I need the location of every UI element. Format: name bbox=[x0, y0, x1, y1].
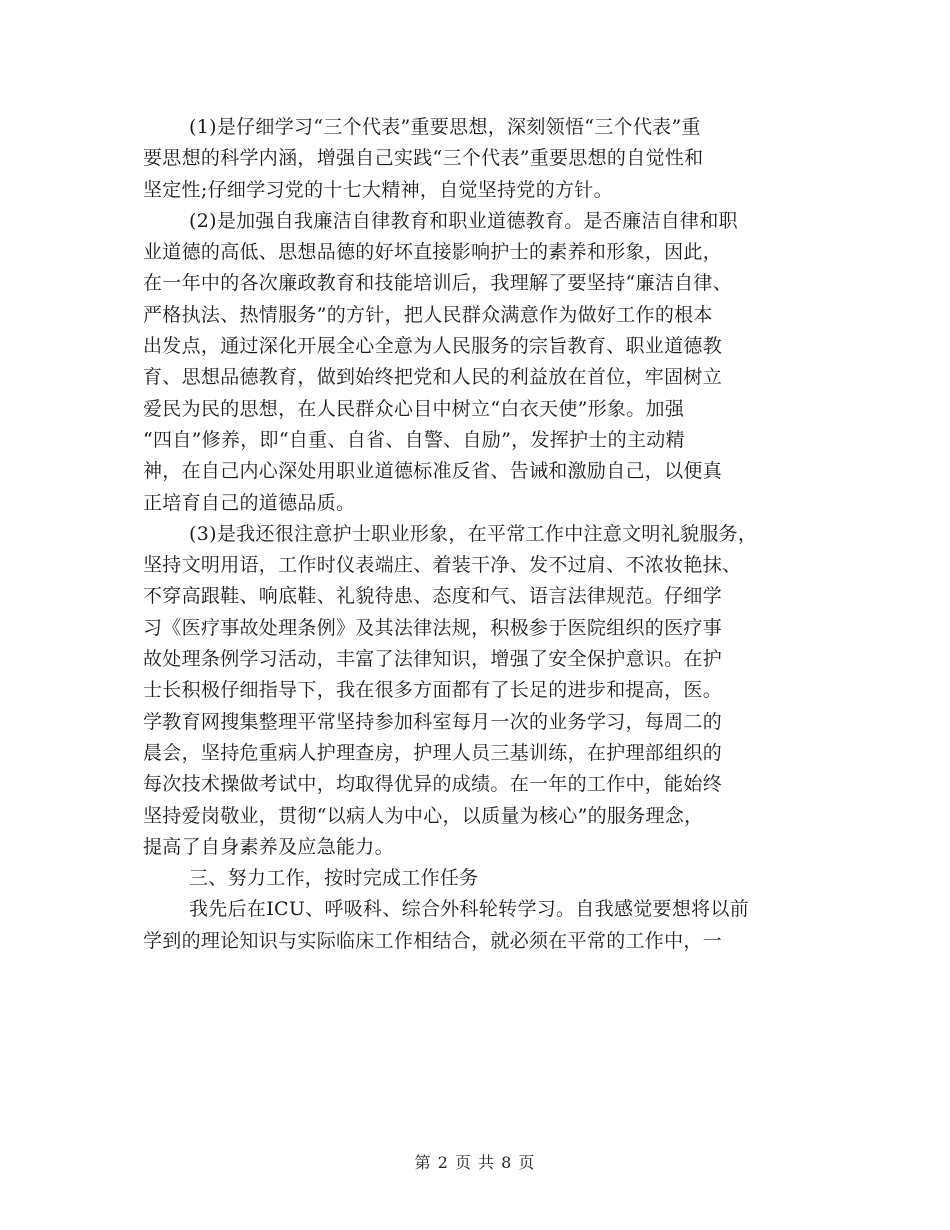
text-line: 业道德的高低、思想品德的好坏直接影响护士的素养和形象，因此， bbox=[143, 241, 723, 264]
text-line: 不穿高跟鞋、响底鞋、礼貌待患、态度和气、语言法律规范。仔细学 bbox=[143, 585, 723, 608]
paragraph-1 bbox=[143, 112, 818, 206]
text-line: 要思想的科学内涵，增强自己实践“三个代表”重要思想的自觉性和 bbox=[143, 147, 704, 170]
text-line: 学到的理论知识与实际临床工作相结合，就必须在平常的工作中，一 bbox=[143, 929, 723, 952]
text-line: 正培育自己的道德品质。 bbox=[143, 491, 356, 514]
paragraph-4 bbox=[143, 894, 818, 957]
text-line: 提高了自身素养及应急能力。 bbox=[143, 835, 394, 858]
text-line: 出发点，通过深化开展全心全意为人民服务的宗旨教育、职业道德教 bbox=[143, 335, 723, 358]
text-line: 严格执法、热情服务”的方针，把人民群众满意作为做好工作的根本 bbox=[143, 303, 713, 326]
text-line: 晨会，坚持危重病人护理查房，护理人员三基训练，在护理部组织的 bbox=[143, 741, 723, 764]
text-line: (2)是加强自我廉洁自律教育和职业道德教育。是否廉洁自律和职 bbox=[189, 209, 738, 232]
text-line: 每次技术操做考试中，均取得优异的成绩。在一年的工作中，能始终 bbox=[143, 773, 723, 796]
text-line: 育、思想品德教育，做到始终把党和人民的利益放在首位，牢固树立 bbox=[143, 366, 723, 389]
text-line: 坚持爱岗敬业，贯彻“以病人为中心，以质量为核心”的服务理念， bbox=[143, 804, 704, 827]
text-line: 坚持文明用语，工作时仪表端庄、着装干净、发不过肩、不浓妆艳抹、 bbox=[143, 554, 742, 577]
text-line: (1)是仔细学习“三个代表”重要思想，深刻领悟“三个代表”重 bbox=[189, 116, 701, 138]
text-line: 爱民为民的思想，在人民群众心目中树立“白衣天使”形象。加强 bbox=[143, 397, 685, 420]
text-line: 神，在自己内心深处用职业道德标准反省、告诫和激励自己，以便真 bbox=[143, 460, 723, 483]
text-line: 在一年中的各次廉政教育和技能培训后，我理解了要坚持“廉洁自律、 bbox=[143, 272, 733, 295]
text-line: “四自”修养，即“自重、自省、自警、自励”，发挥护士的主动精 bbox=[143, 428, 685, 451]
text-line: 坚定性;仔细学习党的十七大精神，自觉坚持党的方针。 bbox=[143, 178, 613, 201]
heading-line: 三、努力工作，按时完成工作任务 bbox=[189, 867, 479, 890]
text-line: 士长积极仔细指导下，我在很多方面都有了长足的进步和提高，医。 bbox=[143, 679, 723, 702]
section-heading bbox=[143, 863, 818, 894]
paragraph-3 bbox=[143, 519, 818, 863]
text-line: 我先后在ICU、呼吸科、综合外科轮转学习。自我感觉要想将以前 bbox=[189, 898, 750, 921]
document-body bbox=[143, 112, 818, 957]
paragraph-2 bbox=[143, 206, 818, 519]
text-line: 故处理条例学习活动，丰富了法律知识，增强了安全保护意识。在护 bbox=[143, 648, 723, 671]
page-number-footer: 第 2 页 共 8 页 bbox=[414, 1153, 536, 1172]
text-line: (3)是我还很注意护士职业形象，在平常工作中注意文明礼貌服务， bbox=[189, 522, 758, 545]
text-line: 习《医疗事故处理条例》及其法律法规，积极参于医院组织的医疗事 bbox=[143, 616, 723, 639]
text-line: 学教育网搜集整理平常坚持参加科室每月一次的业务学习，每周二的 bbox=[143, 710, 723, 733]
